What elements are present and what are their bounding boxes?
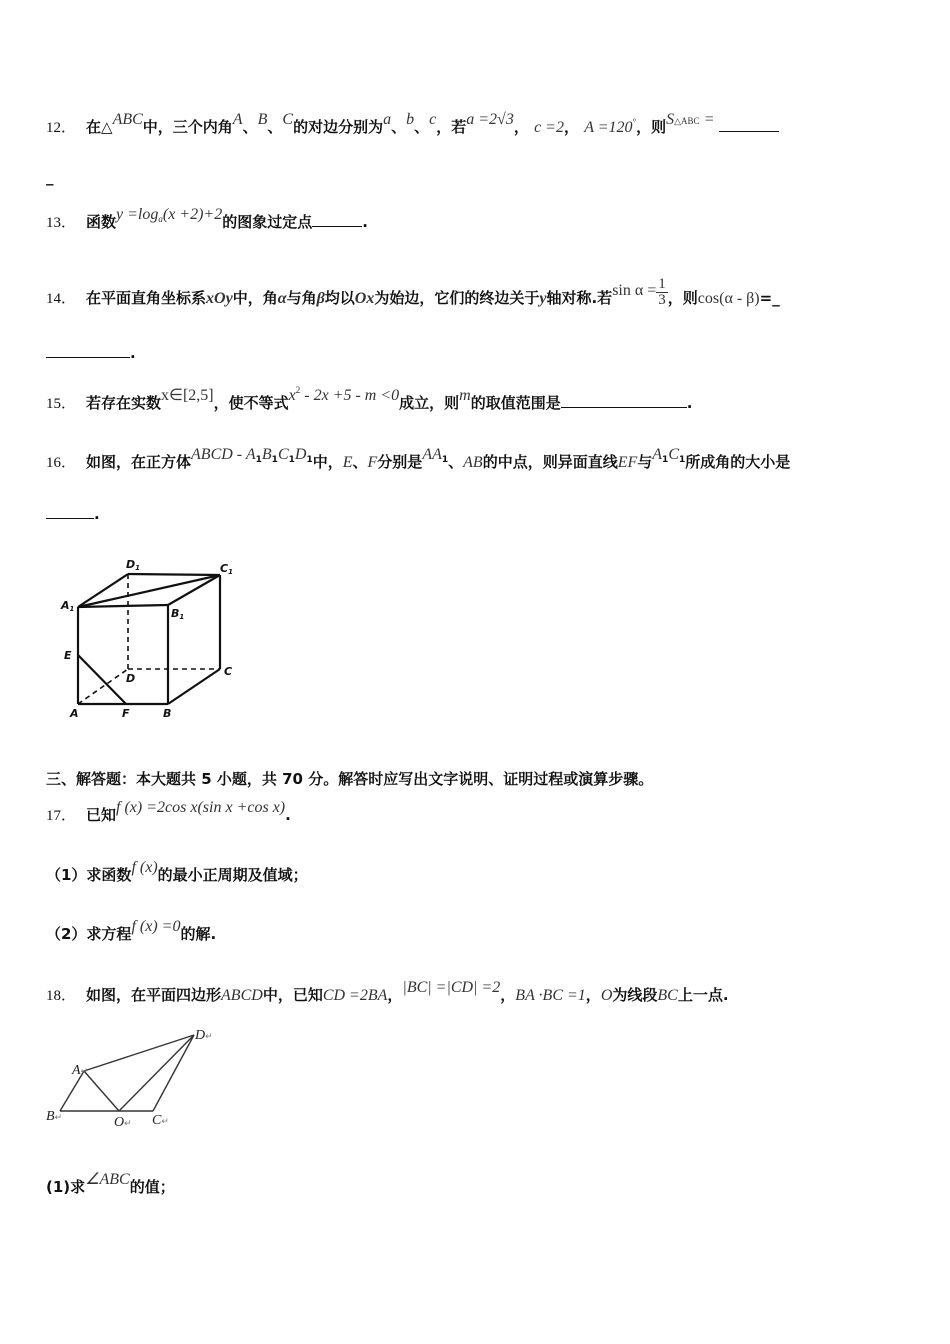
label-b: B (163, 707, 172, 720)
segment-a-o (84, 1071, 119, 1111)
label-o: O↵ (114, 1115, 132, 1130)
formula-a: a =2√3 (466, 111, 514, 128)
question-14: 14． 在平面直角坐标系xOy中，角α与角β均以Ox为始边，它们的终边关于y轴对称.若sin α = $\frac{1}{3}$ ，则cos(α - β)=_ (46, 276, 780, 308)
question-13: 13． 函数$y =\log_a(x +2)+2$的图象过定点 . (46, 206, 368, 231)
fraction: $\frac{1}{3}$ (658, 276, 666, 308)
formula-angle-a: A =120 (584, 119, 633, 136)
sin-formula: sin α = (612, 282, 657, 299)
function-formula: $y =\log_a(x +2)+2$ (116, 206, 223, 224)
inequality: $x^2 - 2x +5 - m <0$ (288, 385, 400, 404)
edge-a1-b1 (78, 605, 168, 607)
cube-figure (56, 555, 246, 725)
label-c: C↵ (152, 1113, 169, 1128)
label-b1: B1 (171, 607, 185, 621)
question-18: 18． 如图，在平面四边形ABCD中，已知CD =2BA，|BC| =|CD| =2，BA ·BC =1，O为线段BC上一点. (46, 979, 729, 1004)
label-a1: A1 (61, 599, 75, 613)
question-14-blank: . (46, 343, 136, 362)
label-c: C (224, 665, 233, 678)
answer-blank[interactable] (312, 212, 362, 227)
label-b: B↵ (46, 1109, 63, 1124)
answer-blank[interactable] (46, 343, 130, 358)
length-condition: |BC| =|CD| =2 (402, 979, 501, 996)
vector-condition: CD =2BA (322, 987, 388, 1004)
question-16: 16． 如图，在正方体ABCD - $A_1B_1C_1D_1$中，E、F分别是$AA_1$、AB的中点，则异面直线EF与$A_1C_1$所成角的大小是 (46, 446, 791, 471)
question-15: 15． 若存在实数x∈[2,5]，使不等式$x^2 - 2x +5 - m <0$成立，则m的取值范围是 . (46, 385, 693, 412)
label-f: F (122, 707, 130, 720)
edge-b-c (168, 669, 220, 704)
function-definition: f (x) =2cos x(sin x +cos x) (116, 799, 286, 816)
question-17-part-1: （1）求函数f (x)的最小正周期及值域； (46, 859, 308, 884)
section-3-heading: 三、解答题：本大题共 5 小题，共 70 分。解答时应写出文字说明、证明过程或演算步骤。 (46, 770, 654, 788)
segment-e-f (78, 655, 126, 704)
question-number: 12． (46, 120, 77, 136)
question-17: 17． 已知f (x) =2cos x(sin x +cos x). (46, 799, 291, 824)
x-range: x∈[2,5] (161, 387, 214, 404)
cube-name: ABCD - $A_1B_1C_1D_1$ (191, 446, 313, 465)
label-c1: C1 (220, 562, 233, 576)
formula-c: c =2 (534, 119, 564, 136)
answer-blank[interactable] (561, 393, 687, 408)
question-12-overflow: _ (46, 168, 54, 186)
edge-b1-c1 (168, 575, 220, 605)
segment-o-d (119, 1035, 194, 1111)
label-d: D (126, 672, 136, 685)
question-12: 12． 在△ABC中，三个内角A、B、C的对边分别为a、b、c，若a =2√3， c =2， A =120°，则$S^{\triangle ABC}$ = (46, 116, 779, 137)
question-16-blank: . (46, 504, 100, 523)
label-d1: D1 (126, 558, 141, 572)
cos-formula: cos(α - β) (697, 290, 760, 307)
label-e: E (64, 649, 72, 662)
question-18-part-1: (1)求∠ABC的值； (46, 1171, 175, 1196)
label-d: D↵ (195, 1028, 213, 1043)
answer-blank[interactable] (719, 117, 779, 132)
diagonal-a1-c1 (78, 575, 220, 607)
quadrilateral-figure (42, 1022, 232, 1132)
answer-blank[interactable] (46, 504, 94, 519)
dot-product-condition: BA ·BC =1 (515, 987, 586, 1004)
edge-d1-c1 (128, 574, 220, 575)
question-17-part-2: （2）求方程f (x) =0的解. (46, 918, 217, 943)
label-a: A↵ (72, 1063, 89, 1078)
label-a: A (70, 707, 79, 720)
